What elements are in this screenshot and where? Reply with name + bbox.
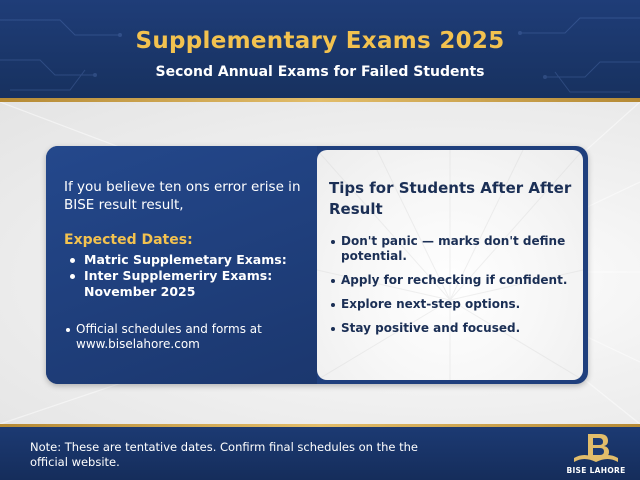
results-info-panel: [46, 146, 317, 384]
exam-dates-list: [66, 252, 311, 300]
bise-lahore-logo: [560, 432, 632, 478]
tips-heading: Tips for Students After After Result: [329, 179, 572, 218]
expected-dates-heading: Expected Dates:: [64, 232, 193, 248]
footer-bar: [0, 427, 640, 480]
list-item: Stay positive and focused.: [329, 321, 574, 336]
list-item: Explore next-step options.: [329, 297, 574, 312]
tips-panel: [317, 150, 583, 380]
intro-text: If you believe ten ons error erise in BISE result result,: [64, 179, 301, 213]
footer-note: Note: These are tentative dates. Confirm final schedules on the the official website.: [30, 440, 418, 469]
page-title: Supplementary Exams 2025: [135, 28, 505, 54]
list-item: Don't panic — marks don't define potential.: [329, 234, 574, 264]
list-item: Matric Supplemetary Exams:: [66, 252, 311, 268]
list-item: Inter Supplemeriry Exams: November 2025: [66, 268, 311, 300]
info-card: [46, 146, 588, 384]
page-subtitle: Second Annual Exams for Failed Students: [155, 64, 485, 80]
logo-text: BISE LAHORE: [566, 466, 626, 475]
official-info: [66, 322, 311, 352]
header-banner: [0, 0, 640, 98]
official-schedules-text: Official schedules and forms at: [66, 322, 311, 337]
open-book-b-icon: [560, 432, 632, 466]
official-website-link[interactable]: www.biselahore.com: [76, 337, 200, 351]
tips-list: [329, 234, 574, 345]
list-item: Apply for rechecking if confident.: [329, 273, 574, 288]
